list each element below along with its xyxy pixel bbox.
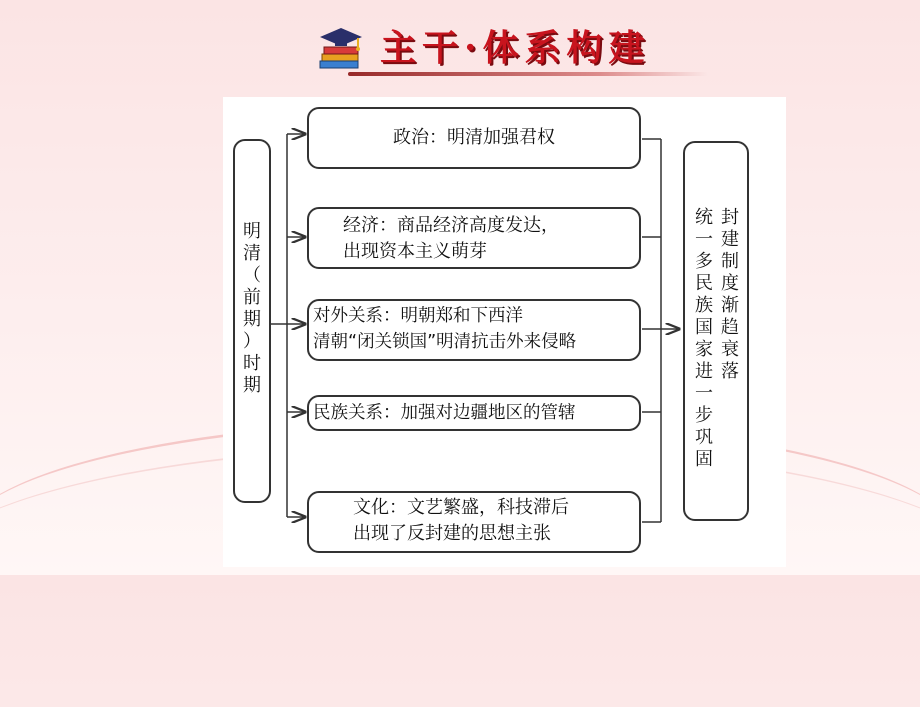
culture-box — [307, 491, 641, 553]
slide-header — [318, 18, 708, 80]
left-label-box — [233, 139, 271, 503]
result-char: 一 — [695, 229, 713, 250]
box-text-line: 文化：文艺繁盛，科技滞后 — [353, 497, 569, 518]
left-label-char: 时 — [243, 353, 261, 374]
slide-title: 主干·体系构建 — [380, 27, 651, 69]
result-char: 一 — [695, 383, 713, 404]
result-char: 步 — [695, 405, 713, 426]
box-text-line: 出现了反封建的思想主张 — [353, 523, 551, 544]
result-char: 进 — [695, 361, 713, 382]
diagram-panel — [223, 97, 786, 567]
ethnic-relations-box — [307, 395, 641, 431]
result-char: 衰 — [721, 339, 739, 360]
result-char: 制 — [721, 251, 739, 272]
result-char: 建 — [721, 229, 739, 250]
economy-box — [307, 207, 641, 269]
result-char: 统 — [695, 207, 713, 228]
result-char: 渐 — [721, 295, 739, 316]
left-label-char: （ — [243, 265, 261, 286]
result-char: 家 — [695, 339, 713, 360]
left-label-text — [235, 221, 269, 397]
left-label-char: 清 — [243, 243, 261, 264]
left-label-char: 明 — [243, 221, 261, 242]
result-char: 族 — [695, 295, 713, 316]
result-box — [683, 141, 749, 521]
left-label-char: ） — [243, 331, 261, 352]
graduation-cap-books-icon — [318, 24, 364, 72]
box-text-line: 民族关系：加强对边疆地区的管辖 — [313, 403, 576, 423]
box-text-line: 出现资本主义萌芽 — [343, 241, 487, 262]
result-char: 多 — [695, 251, 713, 272]
foreign-relations-box — [307, 299, 641, 361]
result-char: 趋 — [721, 317, 739, 338]
box-text-line: 政治：明清加强君权 — [393, 127, 555, 148]
left-label-char: 前 — [243, 287, 261, 308]
result-char: 固 — [695, 449, 713, 470]
result-char: 国 — [695, 317, 713, 338]
left-label-char: 期 — [243, 309, 261, 330]
result-char: 落 — [721, 361, 739, 382]
result-char: 封 — [721, 207, 739, 228]
politics-box — [307, 107, 641, 169]
result-col-right — [719, 207, 741, 383]
box-text-line: 清朝“闭关锁国”明清抗击外来侵略 — [313, 332, 577, 352]
box-text-line: 经济：商品经济高度发达， — [343, 215, 559, 236]
box-text-line: 对外关系：明朝郑和下西洋 — [313, 306, 523, 326]
left-label-char: 期 — [243, 375, 261, 396]
title-underline — [348, 72, 708, 76]
result-char: 度 — [721, 273, 739, 294]
result-char: 民 — [695, 273, 713, 294]
result-char: 巩 — [695, 427, 713, 448]
result-col-left — [693, 207, 715, 471]
